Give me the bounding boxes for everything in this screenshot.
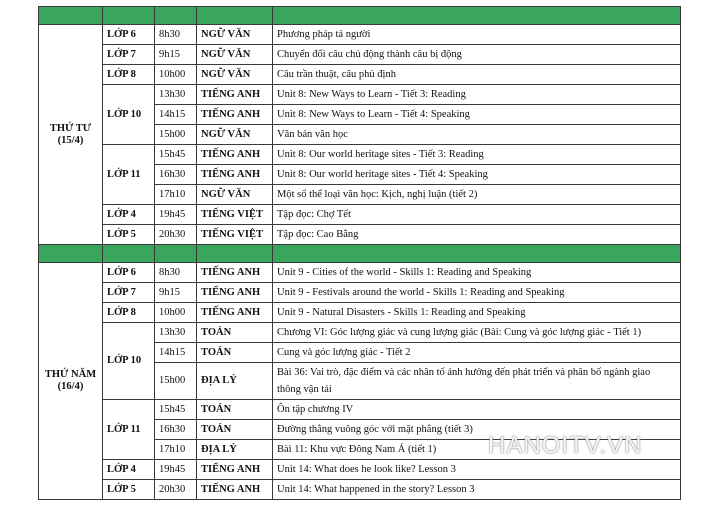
grade-cell: LỚP 8 <box>103 65 155 85</box>
table-row <box>39 460 681 480</box>
time-cell: 16h30 <box>155 420 197 440</box>
grade-cell: LỚP 7 <box>103 283 155 303</box>
table-row <box>39 45 681 65</box>
grade-cell: LỚP 8 <box>103 303 155 323</box>
time-cell: 15h45 <box>155 145 197 165</box>
table-row <box>39 303 681 323</box>
subject-cell: TOÁN <box>197 323 273 343</box>
lesson-cell: Unit 9 - Natural Disasters - Skills 1: Reading and Speaking <box>273 303 681 323</box>
lesson-cell: Unit 8: Our world heritage sites - Tiết 4: Speaking <box>273 165 681 185</box>
table-row <box>39 85 681 105</box>
grade-cell: LỚP 10 <box>103 323 155 400</box>
lesson-cell: Đường thẳng vuông góc với mặt phẳng (tiết 3) <box>273 420 681 440</box>
time-cell: 13h30 <box>155 85 197 105</box>
lesson-cell: Unit 14: What happened in the story? Lesson 3 <box>273 480 681 500</box>
time-cell: 10h00 <box>155 303 197 323</box>
subject-cell: TIẾNG ANH <box>197 105 273 125</box>
subject-cell: NGỮ VĂN <box>197 25 273 45</box>
schedule-table <box>38 6 681 500</box>
subject-cell: TIẾNG ANH <box>197 460 273 480</box>
lesson-cell: Chuyển đổi câu chủ động thành câu bị động <box>273 45 681 65</box>
lesson-cell: Một số thể loại văn học: Kịch, nghị luận (tiết 2) <box>273 185 681 205</box>
time-cell: 9h15 <box>155 45 197 65</box>
grade-cell: LỚP 7 <box>103 45 155 65</box>
time-cell: 19h45 <box>155 460 197 480</box>
subject-cell: TIẾNG VIỆT <box>197 225 273 245</box>
grade-cell: LỚP 6 <box>103 25 155 45</box>
time-cell: 14h15 <box>155 105 197 125</box>
day-cell <box>39 263 103 500</box>
time-cell: 20h30 <box>155 480 197 500</box>
table-row <box>39 283 681 303</box>
lesson-cell: Ôn tập chương IV <box>273 400 681 420</box>
subject-cell: TOÁN <box>197 420 273 440</box>
lesson-cell: Cung và góc lượng giác - Tiết 2 <box>273 343 681 363</box>
lesson-cell: Unit 8: New Ways to Learn - Tiết 3: Reading <box>273 85 681 105</box>
grade-cell: LỚP 10 <box>103 85 155 145</box>
subject-cell: TOÁN <box>197 400 273 420</box>
subject-cell: TIẾNG VIỆT <box>197 205 273 225</box>
subject-cell: TIẾNG ANH <box>197 85 273 105</box>
lesson-cell: Phương pháp tả người <box>273 25 681 45</box>
grade-cell: LỚP 4 <box>103 460 155 480</box>
time-cell: 8h30 <box>155 25 197 45</box>
green-separator-bar <box>39 7 681 25</box>
grade-cell: LỚP 11 <box>103 400 155 460</box>
subject-cell: ĐỊA LÝ <box>197 363 273 400</box>
green-separator-bar <box>39 245 681 263</box>
time-cell: 15h00 <box>155 125 197 145</box>
subject-cell: TIẾNG ANH <box>197 303 273 323</box>
table-row <box>39 225 681 245</box>
day-date: (15/4) <box>57 134 84 146</box>
time-cell: 16h30 <box>155 165 197 185</box>
time-cell: 19h45 <box>155 205 197 225</box>
subject-cell: TIẾNG ANH <box>197 283 273 303</box>
grade-cell: LỚP 11 <box>103 145 155 205</box>
table-row <box>39 205 681 225</box>
grade-cell: LỚP 4 <box>103 205 155 225</box>
lesson-cell: Unit 14: What does he look like? Lesson 3 <box>273 460 681 480</box>
lesson-cell: Unit 8: New Ways to Learn - Tiết 4: Speaking <box>273 105 681 125</box>
grade-cell: LỚP 5 <box>103 480 155 500</box>
subject-cell: TIẾNG ANH <box>197 145 273 165</box>
time-cell: 15h00 <box>155 363 197 400</box>
lesson-cell: Câu trần thuật, câu phủ định <box>273 65 681 85</box>
table-row <box>39 25 681 45</box>
subject-cell: ĐỊA LÝ <box>197 440 273 460</box>
time-cell: 15h45 <box>155 400 197 420</box>
table-row <box>39 480 681 500</box>
time-cell: 20h30 <box>155 225 197 245</box>
lesson-cell: Tập đọc: Cao Bằng <box>273 225 681 245</box>
lesson-cell: Tập đọc: Chợ Tết <box>273 205 681 225</box>
lesson-cell: Unit 9 - Cities of the world - Skills 1: Reading and Speaking <box>273 263 681 283</box>
watermark-logo: HANOITV.VN <box>488 432 643 459</box>
subject-cell: NGỮ VĂN <box>197 65 273 85</box>
grade-cell: LỚP 5 <box>103 225 155 245</box>
time-cell: 14h15 <box>155 343 197 363</box>
subject-cell: NGỮ VĂN <box>197 185 273 205</box>
table-row <box>39 263 681 283</box>
table-row <box>39 400 681 420</box>
day-cell <box>39 25 103 245</box>
subject-cell: NGỮ VĂN <box>197 45 273 65</box>
day-date: (16/4) <box>57 381 84 392</box>
day-label: THỨ NĂM <box>44 369 97 380</box>
time-cell: 9h15 <box>155 283 197 303</box>
subject-cell: TIẾNG ANH <box>197 480 273 500</box>
time-cell: 10h00 <box>155 65 197 85</box>
time-cell: 17h10 <box>155 440 197 460</box>
lesson-cell: Bài 11: Khu vực Đông Nam Á (tiết 1) <box>273 440 681 460</box>
day-label: THỨ TƯ <box>49 122 92 134</box>
table-row <box>39 65 681 85</box>
subject-cell: TIẾNG ANH <box>197 263 273 283</box>
table-row <box>39 323 681 343</box>
table-row <box>39 145 681 165</box>
subject-cell: TOÁN <box>197 343 273 363</box>
time-cell: 17h10 <box>155 185 197 205</box>
grade-cell: LỚP 6 <box>103 263 155 283</box>
time-cell: 8h30 <box>155 263 197 283</box>
time-cell: 13h30 <box>155 323 197 343</box>
lesson-cell: Chương VI: Góc lượng giác và cung lượng giác (Bài: Cung và góc lượng giác - Tiết 1) <box>273 323 681 343</box>
lesson-cell: Bài 36: Vai trò, đặc điểm và các nhân tố ảnh hưởng đến phát triển và phân bố ngành giao thông vận tải <box>273 363 681 400</box>
subject-cell: TIẾNG ANH <box>197 165 273 185</box>
lesson-cell: Unit 9 - Festivals around the world - Skills 1: Reading and Speaking <box>273 283 681 303</box>
subject-cell: NGỮ VĂN <box>197 125 273 145</box>
lesson-cell: Văn bản văn học <box>273 125 681 145</box>
lesson-cell: Unit 8: Our world heritage sites - Tiết 3: Reading <box>273 145 681 165</box>
